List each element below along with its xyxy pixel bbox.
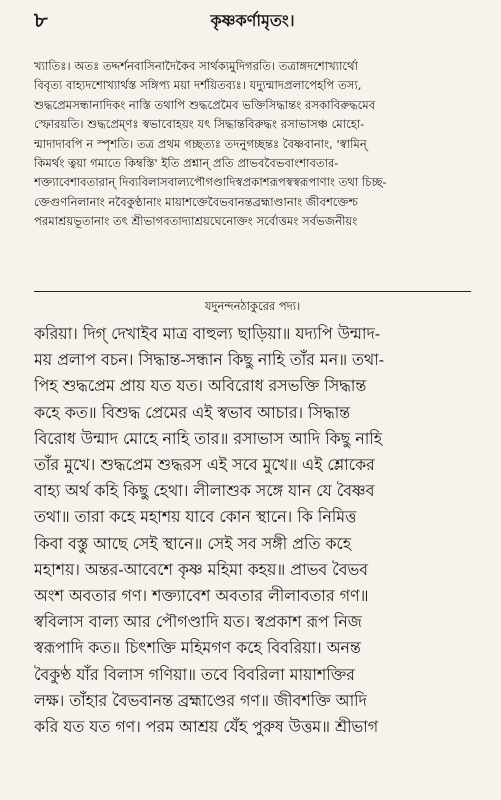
- verse-line: বিরোধ উন্মাদ মোহে নাহি তার॥ রসাভাস আদি কিছু নাহি: [34, 428, 383, 448]
- verse-line: পিহ শুদ্ধপ্রেম প্রায় যত যত। অবিরোধ রসভক্তি সিদ্ধান্ত: [34, 376, 367, 396]
- sanskrit-commentary: [34, 57, 471, 289]
- verse-line: স্ববিলাস বাল্য আর পৌগণ্ডাদি যত। স্বপ্রকাশ রূপ নিজ: [34, 612, 362, 632]
- running-title: কৃষ্ণকর্ণামৃতং।: [210, 11, 295, 30]
- verse-line: করি যত যত গণ। পরম আশ্রয় যেঁহ পুরুষ উত্তম॥ শ্রীভাগ: [34, 717, 379, 737]
- verse-line: মহাশয়। অন্তর-আবেশে কৃষ্ণ মহিমা কহয়॥ প্রাভব বৈভব: [34, 559, 368, 579]
- verse-line: ময় প্রলাপ বচন। সিদ্ধান্ত-সন্ধান কিছু নাহি তাঁর মন॥ তথা-: [34, 350, 385, 370]
- verse-line: বাহ্য অর্থ কহি কিছু হেথা। লীলাশুক সঙ্গে যান যে বৈষ্ণব: [34, 481, 375, 501]
- verse-line: তাঁর মুখে। শুদ্ধপ্রেম শুদ্ধরস এই সবে মুখে॥ এই শ্লোকের: [34, 455, 375, 475]
- verse-line: করিয়া। দিগ্‌ দেখাইব মাত্র বাহুল্য ছাড়িয়া॥ যদ্যপি উন্মাদ-: [34, 324, 381, 343]
- commentary-line: খ্যাতিঃ। অতঃ তদ্দর্শনবাসিনাদৈকৈব সার্থক্যমুদিগরতি। তত্রাঙ্গদশোখ্যার্থো: [34, 59, 358, 73]
- section-divider: [34, 291, 471, 292]
- bengali-verse: [34, 321, 471, 740]
- commentary-line: ন্মাদাদাবপি ন স্পৃশতি। তত্র প্রথম গচ্ছত্যঃ তদনুগচ্ছন্তঃ বৈষ্ণবানাং, 'স্বামিন্: [34, 136, 367, 151]
- commentary-line: পরমাশ্রয়ভূতানাং তৎ শ্রীভাগবতাদ্যাশ্রয়ঘেনোক্তং সর্বোত্তমং সর্বভজনীয়ং: [34, 214, 358, 229]
- verse-line: কহে কত॥ বিশুদ্ধ প্রেমের এই স্বভাব আচার। সিদ্ধান্ত: [34, 402, 351, 422]
- verse-line: বৈকুণ্ঠ যাঁর বিলাস গণিয়া॥ তবে বিবরিলা মায়াশক্তির: [34, 664, 355, 684]
- verse-line: লক্ষ। তাঁহার বৈভবানন্ত ব্রহ্মাণ্ডের গণ॥ জীবশক্তি আদি: [34, 690, 367, 710]
- verse-line: স্বরূপাদি কত॥ চিৎশক্তি মহিমগণ কহে বিবরিয়া। অনন্ত: [34, 638, 361, 658]
- page-header: [34, 0, 471, 44]
- verse-heading: যদুনন্দনঠাকুরের পদ্য।: [204, 299, 301, 313]
- commentary-line: শক্ত্যাবেশাবতারান্ দিব্যবিলাসবাল্যপৌগণ্ডাদিস্বপ্রকাশরূপস্বস্বরূপাণাং তথা চিচ্ছ-: [34, 175, 387, 190]
- commentary-line: বিবৃত্য বাহ্যদশোখ্যার্থস্ত সঙ্গিপ্য ময়া দর্শয়িতব্যঃ। যদ্যুন্মাদপ্রলাপেহপি তস্য,: [34, 78, 362, 93]
- commentary-line: শুদ্ধপ্রেমসন্ধানাদিকং নাস্তি তথাপি শুদ্ধপ্রেমৈব ভক্তিসিদ্ধান্তং রসকাবিরুদ্ধমেব: [34, 97, 376, 112]
- verse-line: অংশ অবতার গণ। শক্ত্যাবেশ অবতার লীলাবতার গণ॥: [34, 586, 369, 606]
- commentary-line: স্ফোরয়তি। শুদ্ধপ্রেম্ণঃ স্বভাবোহয়ং যৎ সিদ্ধান্তবিরুদ্ধং রসাভাসঞ্চ মোহো-: [34, 117, 365, 132]
- verse-line: তথা॥ তারা কহে মহাশয় যাবে কোন স্থানে। কি নিমিত্ত: [34, 507, 357, 527]
- commentary-line: কিমর্থং ত্বয়া গমাতে কিম্বস্তি' ইতি প্রশ্নান্ প্রতি প্রাভববৈভবাংশাবতার-: [34, 156, 339, 171]
- verse-line: কিবা বস্তু আছে সেই স্থানে॥ সেই সব সঙ্গী প্রতি কহে: [34, 533, 352, 553]
- page-number: ৮: [34, 7, 48, 32]
- commentary-line: ক্তেগুণনিলানাং নবৈকুণ্ঠানাং মায়াশক্তেবৈভবানন্তব্রহ্মাণ্ডানাং জীবশক্তেশ্চ: [34, 194, 358, 209]
